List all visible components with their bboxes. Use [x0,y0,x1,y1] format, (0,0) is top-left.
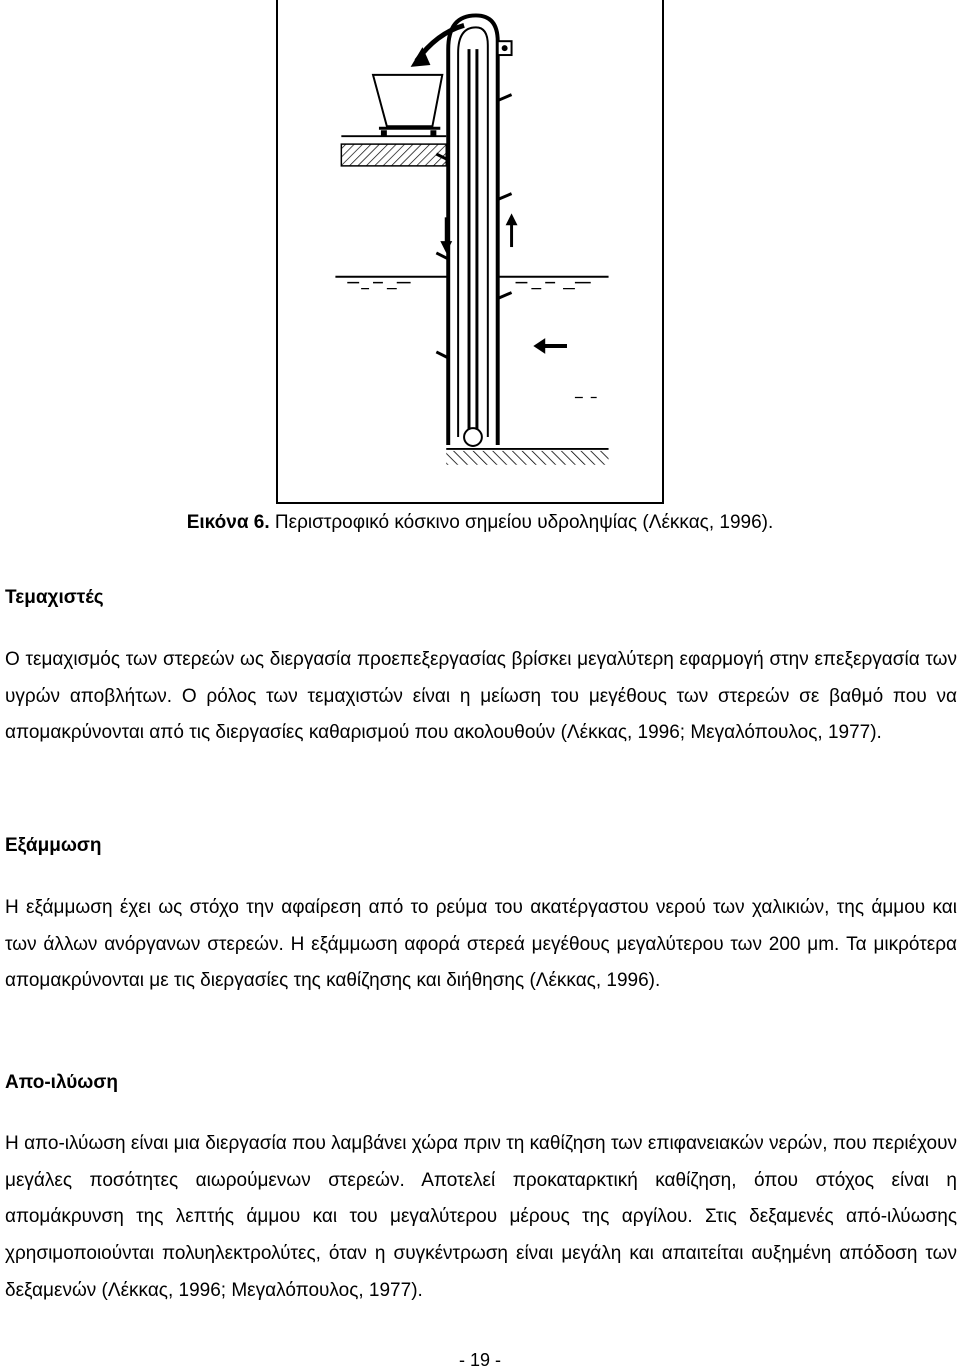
figure-caption-text: Περιστροφικό κόσκινο σημείου υδροληψίας (Λέκκας, 1996). [274,512,774,533]
screen-column [448,15,497,445]
channel-bottom [446,451,608,465]
section-paragraph-desilting: Η απο-ιλύωση είναι μια διεργασία που λαμβάνει χώρα πριν τη καθίζηση των επιφανειακών νερών, που περιέχουν μεγάλες ποσότητες αιωρούμενων στερεών. Αποτελεί προκαταρκτική καθίζηση, όπου στόχος είναι η απομάκρυνση της λεπτής άμμου και του μεγαλύτερου μέρους της αργίλου. Στις δεξαμενές από-ιλύωσης χρησιμοποιούνται πολυηλεκτρολύτες, όταν η συγκέντρωση είναι μεγάλη και απαιτείται αυξημένη απόδοση των δεξαμενών (Λέκκας, 1996; Μεγαλόπουλος, 1977). [5,1133,957,1301]
section-paragraph-shredders: Ο τεμαχισμός των στερεών ως διεργασία προεπεξεργασίας βρίσκει μεγαλύτερη εφαρμογή στην επεξεργασία των υγρών αποβλήτων. Ο ρόλος των τεμαχιστών είναι η μείωση του μεγέθους των στερεών σε βαθμό που να απομακρύνονται από τις διεργασίες καθαρισμού που ακολουθούν (Λέκκας, 1996; Μεγαλόπουλος, 1977). [5,649,957,744]
rotary-screen-diagram [278,0,662,502]
page-number: - 19 - [458,1350,501,1370]
section-heading-shredders: Τεμαχιστές [5,587,104,608]
section-heading-desilting: Απο-ιλύωση [5,1072,118,1093]
section-paragraph-grit-removal: Η εξάμμωση έχει ως στόχο την αφαίρεση από το ρεύμα του ακατέργαστου νερού των χαλικιών, της άμμου και των άλλων ανόργανων στερεών. Η εξάμμωση αφορά στερεά μεγέθους μεγαλύτερου των 200 μm. Τα μικρότερα απομακρύνονται με τις διεργασίες της καθίζησης και διήθησης (Λέκκας, 1996). [5,897,957,992]
section-heading-grit-removal: Εξάμμωση [5,835,102,856]
floor-slab [341,144,446,166]
figure-label: Εικόνα 6. [186,512,270,533]
figure-caption [0,512,960,534]
figure-rotary-screen [276,0,664,504]
hopper [373,75,442,126]
